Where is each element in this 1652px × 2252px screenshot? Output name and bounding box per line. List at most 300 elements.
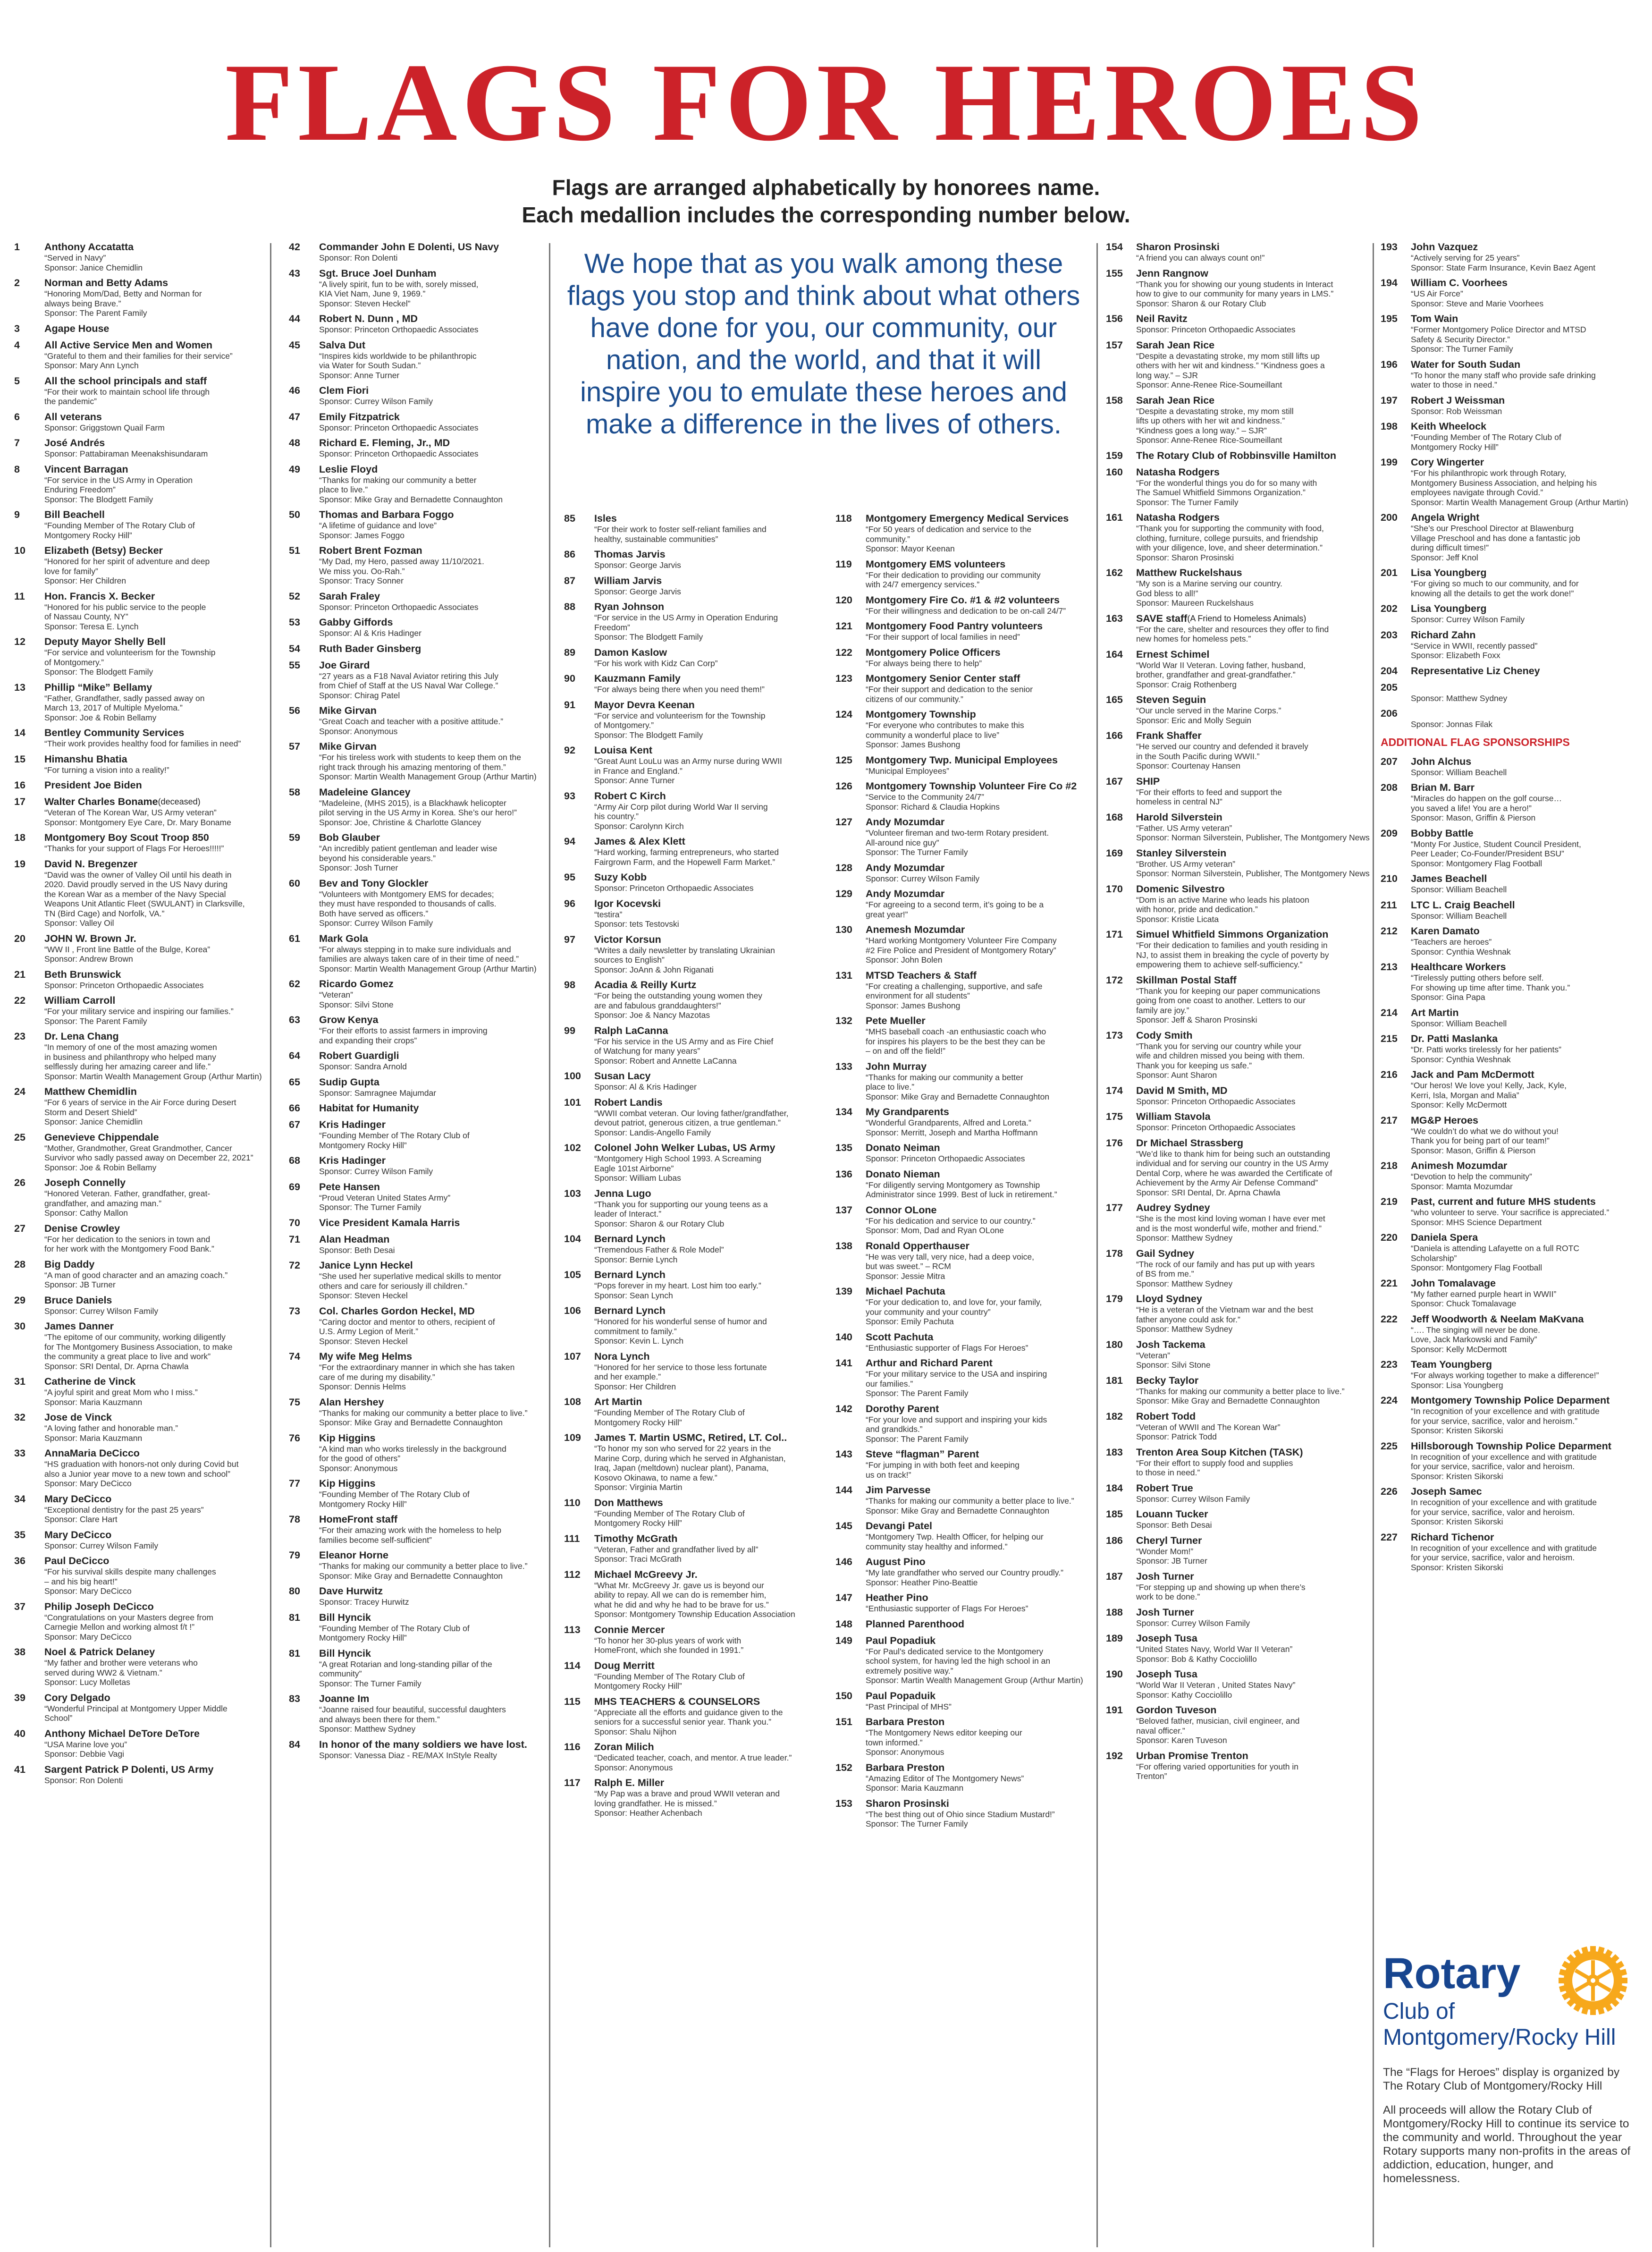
sponsor-text: Sponsor: Norman Silverstein, Publisher, The Montgomery News: [1136, 833, 1370, 842]
honoree-number: 171: [1106, 929, 1123, 940]
honoree-number: 157: [1106, 339, 1123, 351]
page-subtitle: [0, 174, 1652, 229]
honoree-entry: [1106, 241, 1370, 263]
honoree-name: David N. Bregenzer: [44, 858, 138, 870]
sponsor-text: Sponsor: Martin Wealth Management Group (Arthur Martin): [319, 964, 537, 974]
honoree-number: 73: [289, 1305, 300, 1317]
sponsor-text: Sponsor: Montgomery Eye Care, Dr. Mary Boname: [44, 817, 231, 827]
sponsor-text: Sponsor: Jeff Knol: [1411, 552, 1478, 562]
honoree-name: Donato Neiman: [866, 1142, 940, 1153]
tribute-text: “For stepping up and showing up when there’s: [1136, 1582, 1306, 1592]
honoree-column-3: [564, 512, 819, 2247]
honoree-name: Ricardo Gomez: [319, 978, 394, 990]
sponsor-text: Sponsor: Mom, Dad and Ryan OLone: [866, 1226, 1004, 1235]
honoree-number: 138: [835, 1240, 852, 1252]
honoree-number: 109: [564, 1432, 581, 1443]
tribute-text: Fairgrown Farm, and the Hopewell Farm Market.”: [594, 857, 775, 867]
honoree-name: Col. Charles Gordon Heckel, MD: [319, 1305, 475, 1317]
honoree-number: 61: [289, 932, 300, 944]
tribute-text: “WWII combat veteran. Our loving father/grandfather,: [594, 1108, 789, 1118]
honoree-entry: [289, 384, 548, 406]
honoree-name: Robert J Weissman: [1411, 394, 1505, 406]
honoree-entry: [1381, 241, 1643, 272]
honoree-number: 21: [14, 968, 25, 980]
honoree-name: Steven Seguin: [1136, 694, 1206, 705]
honoree-entry: [1381, 1358, 1643, 1390]
honoree-name: Colonel John Welker Lubas, US Army: [594, 1142, 775, 1153]
honoree-name: José Andrés: [44, 437, 105, 449]
sponsor-text: Sponsor: Rob Weissman: [1411, 406, 1502, 416]
tribute-text: In recognition of your excellence and with gratitude: [1411, 1498, 1597, 1507]
honoree-column-4: [835, 512, 1095, 2247]
tribute-text: with 24/7 emergency services.”: [866, 580, 980, 589]
tribute-text: “For his survival skills despite many challenges: [44, 1567, 216, 1576]
sponsor-text: Sponsor: James Bushong: [866, 1000, 961, 1010]
honoree-entry: [14, 1294, 267, 1316]
sponsor-text: Sponsor: Sandra Arnold: [319, 1062, 407, 1071]
tribute-text: “Founding Member of The Rotary Club of: [319, 1490, 470, 1499]
honoree-name: Cory Wingerter: [1411, 457, 1484, 468]
tribute-text: “Thank you for supporting our young teens as a: [594, 1199, 768, 1209]
honoree-entry: [564, 548, 819, 570]
honoree-number: 45: [289, 339, 300, 351]
honoree-column-2: [289, 241, 548, 2247]
honoree-name: Brian M. Barr: [1411, 782, 1475, 793]
honoree-name: Kris Hadinger: [319, 1119, 386, 1130]
tribute-text: “My Pap was a brave and proud WWII veteran and: [594, 1789, 780, 1798]
sponsor-text: Sponsor: Matthew Sydney: [319, 1724, 416, 1734]
tribute-text: “Veteran, Father and grandfather lived by all”: [594, 1544, 759, 1554]
honoree-number: 118: [835, 513, 852, 524]
honoree-entry: [289, 704, 548, 736]
tribute-text: “Honored for his wonderful sense of humor and: [594, 1317, 767, 1326]
honoree-entry: [289, 1154, 548, 1177]
honoree-name: Walter Charles Boname: [44, 796, 158, 807]
honoree-entry: [835, 816, 1095, 857]
tribute-text: “Great Coach and teacher with a positive attitude.”: [319, 717, 504, 726]
tribute-text: “Monty For Justice, Student Council President,: [1411, 839, 1581, 849]
honoree-number: 141: [835, 1357, 852, 1369]
sponsor-text: Sponsor: Mary DeCicco: [44, 1632, 132, 1642]
honoree-name: Madeleine Glancey: [319, 786, 411, 798]
honoree-number: 188: [1106, 1606, 1123, 1618]
sponsor-text: Sponsor: Princeton Orthopaedic Associates: [319, 325, 479, 334]
honoree-entry: [1381, 1114, 1643, 1156]
honoree-number: 48: [289, 437, 300, 449]
sponsor-text: Sponsor: Matthew Sydney: [1411, 693, 1508, 703]
honoree-entry: [564, 1096, 819, 1138]
tribute-text: “For your military service and inspiring our families.”: [44, 1007, 234, 1016]
honoree-number: 125: [835, 754, 852, 766]
honoree-name: Andy Mozumdar: [866, 862, 945, 873]
sponsor-text: Sponsor: SRI Dental, Dr. Aprna Chawla: [44, 1361, 189, 1371]
honoree-name: Domenic Silvestro: [1136, 883, 1225, 895]
honoree-name: Michael Pachuta: [866, 1286, 945, 1297]
honoree-entry: [564, 1532, 819, 1564]
honoree-name: Beth Brunswick: [44, 968, 121, 980]
tribute-text: devout patriot, generous citizen, a true gentleman.”: [594, 1118, 781, 1127]
honoree-number: 106: [564, 1305, 581, 1316]
tribute-text: “Congratulations on your Masters degree from: [44, 1612, 213, 1622]
honoree-number: 42: [289, 241, 300, 253]
tribute-text: “For creating a challenging, supportive, and safe: [866, 981, 1043, 991]
honoree-name: Joseph Tusa: [1136, 1633, 1197, 1644]
sponsor-text: Sponsor: Chirag Patel: [319, 690, 400, 700]
tribute-text: “For their support and dedication to the senior: [866, 685, 1033, 694]
honoree-name: Jim Parvesse: [866, 1484, 931, 1496]
honoree-number: 33: [14, 1448, 25, 1459]
honoree-entry: [289, 267, 548, 309]
tribute-text: “In recognition of your excellence and with gratitude: [1411, 1406, 1600, 1416]
sponsor-text: Sponsor: Anonymous: [594, 1762, 673, 1772]
honoree-entry: [289, 437, 548, 459]
honoree-entry: [14, 322, 267, 335]
tribute-text: “HS graduation with honors-not only during Covid but: [44, 1459, 239, 1469]
about-paragraph: All proceeds will allow the Rotary Club of Montgomery/Rocky Hill to continue its service to the community and world. Throughout the year Rotary supports many non-profits in the areas of addiction, education, hunger, and homelessness.: [1383, 2104, 1631, 2185]
honoree-entry: [835, 1448, 1095, 1480]
honoree-entry: [1381, 899, 1643, 921]
tribute-text: “The epitome of our community, working diligently: [44, 1332, 226, 1342]
tribute-text: “He is a veteran of the Vietnam war and the best: [1136, 1305, 1314, 1314]
honoree-number: 15: [14, 753, 25, 765]
honoree-number: 175: [1106, 1111, 1123, 1122]
sponsor-text: Sponsor: William Beachell: [1411, 1018, 1507, 1028]
tribute-text: others and care for seriously ill children.”: [319, 1281, 468, 1291]
honoree-entry: [564, 1187, 819, 1229]
honoree-entry: [564, 1659, 819, 1691]
tribute-text: “Dom is an active Marine who leads his platoon: [1136, 895, 1309, 905]
honoree-entry: [289, 463, 548, 505]
honoree-entry: [1106, 811, 1370, 843]
tribute-text: Montgomery Rocky Hill”: [44, 530, 132, 540]
sponsor-text: Sponsor: Currey Wilson Family: [1411, 615, 1525, 624]
honoree-number: 130: [835, 924, 852, 935]
tribute-text: for your service, sacrifice, valor and heroism.: [1411, 1462, 1575, 1471]
honoree-number: 135: [835, 1142, 852, 1153]
honoree-entry: [564, 871, 819, 893]
honoree-entry: [1381, 665, 1643, 677]
tribute-text: God bless to all!”: [1136, 588, 1198, 598]
honoree-name: Montgomery Police Officers: [866, 646, 1001, 658]
tribute-text: “To honor her 30-plus years of work with: [594, 1635, 742, 1645]
honoree-name: Devangi Patel: [866, 1520, 932, 1532]
honoree-number: 81: [289, 1611, 300, 1623]
honoree-name: Robert C Kirch: [594, 790, 666, 802]
honoree-name: Montgomery Township: [866, 709, 976, 720]
sponsor-text: Sponsor: Princeton Orthopaedic Associates: [44, 980, 204, 990]
honoree-name: Janice Lynn Heckel: [319, 1260, 413, 1271]
tribute-text: “Montgomery High School 1993. A Screaming: [594, 1154, 762, 1163]
honoree-number: 98: [564, 979, 575, 991]
honoree-name: Mike Girvan: [319, 705, 377, 716]
honoree-number: 220: [1381, 1232, 1398, 1243]
sponsor-text: Sponsor: Griggstown Quail Farm: [44, 423, 165, 432]
sponsor-text: Sponsor: Steven Heckel”: [319, 298, 411, 308]
sponsor-text: Sponsor: Maria Kauzmann: [44, 1397, 143, 1407]
sponsor-text: Sponsor: Princeton Orthopaedic Associates: [594, 883, 754, 893]
honoree-entry: [1106, 1750, 1370, 1781]
tribute-text: water to those in need.”: [1411, 380, 1497, 389]
honoree-entry: [1381, 681, 1643, 703]
tribute-text: “She is the most kind loving woman I have ever met: [1136, 1214, 1325, 1223]
tribute-text: brother, grandfather and great-grandfather.”: [1136, 670, 1296, 679]
tribute-text: “We’d like to thank him for being such an outstanding: [1136, 1149, 1331, 1159]
tribute-text: “For your military service to the USA and inspiring: [866, 1369, 1047, 1379]
tribute-text: for your service, sacrifice, valor and heroism.”: [1411, 1416, 1578, 1426]
sponsor-text: Sponsor: Courtenay Hansen: [1136, 761, 1240, 770]
honoree-name: All veterans: [44, 411, 102, 423]
honoree-name: Commander John E Dolenti, US Navy: [319, 241, 499, 253]
honoree-name: August Pino: [866, 1556, 926, 1567]
rotary-logo-location: Montgomery/Rocky Hill: [1383, 2025, 1616, 2050]
honoree-name: Gabby Giffords: [319, 617, 393, 628]
honoree-entry: [14, 463, 267, 505]
honoree-entry: [289, 1305, 548, 1346]
honoree-entry: [835, 1618, 1095, 1630]
tribute-text: empowering them to achieve self-sufficiency.”: [1136, 960, 1303, 969]
tribute-text: “Service in WWII, recently passed”: [1411, 641, 1538, 651]
honoree-entry: [14, 437, 267, 459]
sponsor-text: Sponsor: The Turner Family: [319, 1202, 421, 1212]
honoree-entry: [289, 1738, 548, 1761]
honoree-entry: [1381, 1231, 1643, 1273]
tribute-text: the pandemic”: [44, 397, 97, 406]
tribute-text: families are always taken care of in their time of need.”: [319, 954, 519, 964]
tribute-text: town informed.”: [866, 1737, 923, 1747]
honoree-entry: [564, 601, 819, 642]
sponsor-text: Sponsor: Mary Ann Lynch: [44, 361, 139, 370]
honoree-name: Lisa Youngberg: [1411, 567, 1487, 578]
honoree-name: Thomas and Barbara Foggo: [319, 509, 454, 520]
honoree-name: Gordon Tuveson: [1136, 1704, 1217, 1716]
tribute-text: Weapons Unit Atlantic Fleet (SWULANT) in Clarksville,: [44, 899, 245, 908]
honoree-entry: [564, 835, 819, 867]
honoree-name: Andy Mozumdar: [866, 816, 945, 828]
honoree-name: Connie Mercer: [594, 1624, 665, 1635]
sponsor-text: Sponsor: Currey Wilson Family: [866, 873, 980, 883]
honoree-entry: [1106, 1293, 1370, 1334]
honoree-entry: [835, 1634, 1095, 1685]
honoree-name: Clem Fiori: [319, 385, 369, 396]
sponsor-text: Sponsor: Sharon & our Rotary Club: [1136, 298, 1266, 308]
honoree-number: 22: [14, 995, 25, 1006]
honoree-entry: [14, 411, 267, 433]
honoree-entry: [1106, 1482, 1370, 1504]
sponsor-text: Sponsor: John Bolen: [866, 955, 943, 965]
sponsor-text: Sponsor: The Blodgett Family: [594, 632, 703, 642]
honoree-number: 165: [1106, 694, 1123, 705]
sponsor-text: Sponsor: Anne Turner: [594, 776, 675, 785]
honoree-number: 116: [564, 1741, 581, 1752]
honoree-number: 206: [1381, 708, 1398, 719]
tribute-text: “Thank you for supporting the community with food,: [1136, 524, 1324, 533]
honoree-number: 77: [289, 1478, 300, 1489]
honoree-number: 221: [1381, 1277, 1398, 1289]
honoree-entry: [564, 512, 819, 544]
honoree-entry: [14, 1447, 267, 1489]
honoree-name: Barbara Preston: [866, 1761, 945, 1773]
tribute-text: “Veteran”: [319, 990, 353, 999]
honoree-number: 76: [289, 1432, 300, 1444]
tribute-text: “Daniela is attending Lafayette on a full ROTC: [1411, 1244, 1579, 1253]
honoree-number: 185: [1106, 1508, 1123, 1520]
honoree-entry: [835, 1797, 1095, 1829]
tribute-text: place to live.”: [319, 485, 368, 494]
honoree-entry: [1106, 466, 1370, 508]
tribute-text: via Water for South Sudan.”: [319, 361, 421, 370]
honoree-name: Cheryl Turner: [1136, 1534, 1202, 1546]
tribute-text: and is the most wonderful wife, mother and friend.”: [1136, 1223, 1322, 1233]
honoree-entry: [564, 1396, 819, 1427]
tribute-text: families become self-sufficient”: [319, 1535, 432, 1545]
tribute-text: “For the wonderful things you do for so many with: [1136, 478, 1317, 488]
honoree-entry: [1106, 1632, 1370, 1664]
rotary-logo: [1383, 1945, 1628, 2056]
honoree-name-note: (deceased): [158, 797, 201, 806]
tribute-text: grandfather, and amazing man.”: [44, 1198, 162, 1208]
honoree-number: 173: [1106, 1029, 1123, 1041]
honoree-entry: [14, 544, 267, 586]
honoree-number: 101: [564, 1096, 581, 1108]
tribute-text: Love, Jack Markowski and Family”: [1411, 1335, 1537, 1344]
honoree-name: Vice President Kamala Harris: [319, 1217, 460, 1228]
honoree-name: Dr. Lena Chang: [44, 1031, 119, 1042]
honoree-name: Ralph E. Miller: [594, 1777, 665, 1788]
tribute-text: “Dr. Patti works tirelessly for her patients”: [1411, 1045, 1561, 1054]
tribute-text: “Veteran of WWII and The Korean War”: [1136, 1422, 1281, 1432]
tribute-text: “Founding Member of The Rotary Club of: [319, 1623, 470, 1633]
honoree-number: 57: [289, 741, 300, 752]
honoree-number: 43: [289, 267, 300, 279]
tribute-text: “Montgomery Twp. Health Officer, for helping our: [866, 1532, 1044, 1541]
honoree-number: 34: [14, 1493, 25, 1505]
honoree-name: Susan Lacy: [594, 1070, 651, 1082]
sponsor-text: Sponsor: Kathy Cocciolillo: [1136, 1690, 1232, 1700]
sponsor-text: Sponsor: Jeff & Sharon Prosinski: [1136, 1015, 1257, 1024]
honoree-name: JOHN W. Brown Jr.: [44, 932, 136, 944]
honoree-name: Montgomery Fire Co. #1 & #2 volunteers: [866, 594, 1060, 606]
sponsor-text: Sponsor: Al & Kris Hadinger: [594, 1082, 697, 1092]
tribute-text: “Mother, Grandmother, Great Grandmother, Cancer: [44, 1143, 232, 1153]
sponsor-text: Sponsor: Princeton Orthopaedic Associates: [866, 1154, 1025, 1163]
honoree-entry: [1381, 1033, 1643, 1064]
honoree-entry: [14, 1131, 267, 1173]
sponsor-text: Sponsor: Traci McGrath: [594, 1554, 682, 1564]
tribute-text: “My father and brother were veterans who: [44, 1658, 198, 1668]
rotary-logo-club: Club of: [1383, 1999, 1455, 2024]
honoree-number: 56: [289, 705, 300, 716]
honoree-entry: [289, 411, 548, 433]
sponsor-text: Sponsor: Currey Wilson Family: [319, 1167, 433, 1176]
honoree-number: 99: [564, 1024, 575, 1036]
sponsor-text: Sponsor: Robert and Annette LaCanna: [594, 1056, 737, 1066]
tribute-text: “27 years as a F18 Naval Aviator retiring this July: [319, 671, 498, 681]
sponsor-text: Sponsor: Martin Wealth Management Group (Arthur Martin): [44, 1071, 262, 1081]
honoree-number: 127: [835, 816, 852, 828]
honoree-name: Robert True: [1136, 1482, 1193, 1494]
honoree-name: Josh Turner: [1136, 1570, 1194, 1582]
tribute-text: “Wonderful Principal at Montgomery Upper Middle: [44, 1703, 228, 1713]
honoree-entry: [1106, 974, 1370, 1025]
sponsor-text: Sponsor: Montgomery Flag Football: [1411, 1263, 1542, 1272]
honoree-name: Cody Smith: [1136, 1029, 1193, 1041]
tribute-text: Montgomery Rocky Hill”: [319, 1633, 407, 1642]
honoree-name: Planned Parenthood: [866, 1618, 965, 1630]
honoree-name: Bob Glauber: [319, 832, 380, 843]
honoree-name: David M Smith, MD: [1136, 1084, 1228, 1096]
honoree-name: Bobby Battle: [1411, 827, 1474, 839]
tribute-text: to those in need.”: [1136, 1468, 1200, 1477]
honoree-number: 104: [564, 1233, 581, 1245]
honoree-name: Josh Turner: [1136, 1606, 1194, 1618]
honoree-number: 4: [14, 339, 20, 351]
honoree-entry: [289, 508, 548, 540]
honoree-number: 35: [14, 1529, 25, 1541]
tribute-text: others with her wit and kindness.” “Kindness goes a: [1136, 361, 1325, 370]
tribute-text: “For 6 years of service in the Air Force during Desert: [44, 1098, 236, 1107]
honoree-entry: [1106, 1202, 1370, 1243]
tribute-text: seniors for a successful senior year. Thank you.”: [594, 1717, 772, 1727]
honoree-entry: [289, 786, 548, 828]
honoree-entry: [14, 339, 267, 371]
honoree-number: 83: [289, 1693, 300, 1704]
honoree-number: 5: [14, 375, 20, 387]
tribute-text: “My son is a Marine serving our country.: [1136, 579, 1282, 588]
honoree-number: 133: [835, 1060, 852, 1072]
tribute-text: “Founding Member of The Rotary Club of: [594, 1508, 745, 1518]
sponsor-text: Sponsor: State Farm Insurance, Kevin Baez Agent: [1411, 262, 1596, 272]
honoree-name: Josh Tackema: [1136, 1338, 1205, 1350]
honoree-number: 195: [1381, 313, 1398, 324]
tribute-text: “For their efforts to feed and support the: [1136, 787, 1282, 797]
sponsor-text: Sponsor: Anonymous: [319, 1463, 398, 1473]
honoree-number: 224: [1381, 1395, 1398, 1406]
sponsor-text: Sponsor: Kelly McDermott: [1411, 1344, 1507, 1354]
honoree-entry: [289, 544, 548, 586]
tribute-text: “Honored for his public service to the people: [44, 602, 206, 612]
tribute-text: of Watchung for many years”: [594, 1046, 700, 1056]
tribute-text: Marine Corp, during which he served in Afghanistan,: [594, 1453, 786, 1463]
sponsor-text: Sponsor: Silvi Stone: [319, 999, 394, 1009]
column-divider: [1096, 243, 1098, 2247]
honoree-entry: [1106, 847, 1370, 879]
sponsor-text: Sponsor: Richard & Claudia Hopkins: [866, 802, 1000, 812]
honoree-name: Sharon Prosinski: [1136, 241, 1220, 253]
honoree-name: Damon Kaslow: [594, 646, 667, 658]
honoree-entry: [289, 1647, 548, 1689]
honoree-number: 81: [289, 1647, 300, 1659]
honoree-entry: [289, 1585, 548, 1607]
tribute-text: for the good of others”: [319, 1454, 401, 1463]
honoree-entry: [289, 313, 548, 335]
honoree-name: James & Alex Klett: [594, 836, 685, 847]
honoree-name: Bernard Lynch: [594, 1305, 666, 1316]
honoree-name: Doug Merritt: [594, 1659, 655, 1671]
sponsor-text: Sponsor: Steven Heckel: [319, 1336, 408, 1346]
tribute-text: “For his work with Kidz Can Corp”: [594, 658, 718, 668]
sponsor-text: Sponsor: Cathy Mallon: [44, 1208, 128, 1218]
honoree-name: Mary DeCicco: [44, 1529, 112, 1541]
honoree-entry: [564, 646, 819, 669]
honoree-entry: [14, 277, 267, 318]
tribute-text: “Actively serving for 25 years”: [1411, 253, 1520, 262]
honoree-entry: [289, 1118, 548, 1150]
tribute-text: “An incredibly patient gentleman and leader wise: [319, 844, 497, 853]
tribute-text: “For your love and support and inspiring your kids: [866, 1414, 1047, 1424]
honoree-number: 149: [835, 1634, 852, 1646]
sponsor-text: Sponsor: Princeton Orthopaedic Associates: [1136, 1096, 1296, 1106]
tribute-text: environment for all students”: [866, 991, 970, 1000]
